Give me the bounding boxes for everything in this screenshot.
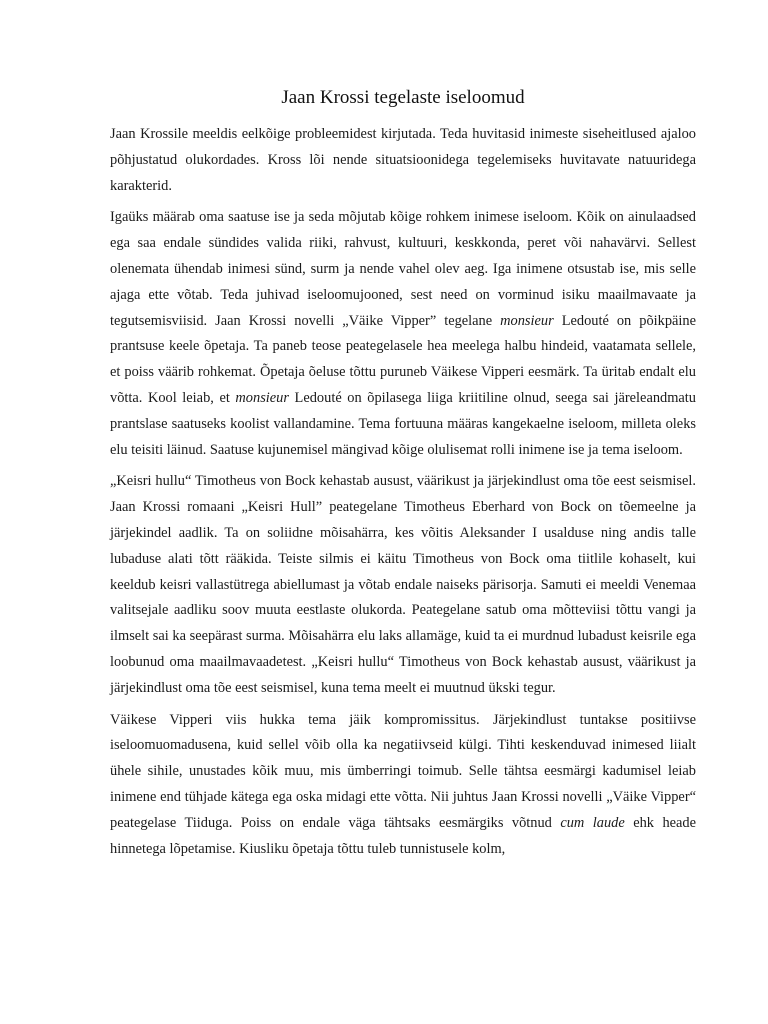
italic-term: monsieur — [500, 312, 554, 329]
paragraph-vipper — [110, 708, 696, 863]
paragraph-text: ehk heade hinnetega lõpetamise. Kiusliku õpetaja tõttu tuleb tunnistusele kolm, — [110, 814, 696, 857]
paragraph-intro — [110, 122, 696, 199]
italic-term: cum laude — [560, 814, 625, 831]
paragraph-text: Väikese Vipperi viis hukka tema jäik kompromissitus. Järjekindlust tuntakse positiivse iseloomuomadusena, kuid sellel võib olla ka negatiivseid külgi. Tihti keskenduvad inimesed liialt ühele sihile, unustades kõik muu, mis ümberringi toimub. Selle tähtsa eesmärgi kadumisel leiab inimene end tühjade kätega ega oska midagi ette võtta. Nii juhtus Jaan Krossi novelli „Väike Vipper“ peategelase Tiiduga. Poiss on endale väga tähtsaks eesmärgiks võtnud — [110, 711, 696, 831]
document-title: Jaan Krossi tegelaste iseloomud — [281, 87, 525, 108]
paragraph-text: „Keisri hullu“ Timotheus von Bock kehastab ausust, väärikust ja järjekindlust oma tõe eest seismisel. Jaan Krossi romaani „Keisri Hull” peategelane Timotheus Eberhard von Bock on tõemeelne ja järjekindel aadlik. Ta on soliidne mõisahärra, kes võitis Aleksander I usalduse ning andis talle lubaduse alati tõtt rääkida. Teiste silmis ei käitu Timotheus von Bock oma tiitlile kohaselt, kui keeldub keisri vallastütrega abiellumast ja võtab endale naiseks pärisorja. Samuti ei meeldi Venemaa valitsejale aadliku soov muuta eestlaste olukorda. Peategelane satub oma mõtteviisi tõttu vangi ja ilmselt sai ka seepärast surma. Mõisahärra elu laks allamäge, kuid ta ei murdnud lubadust keisrile ega loobunud oma maailmavaadetest. „Keisri hullu“ Timotheus von Bock kehastab ausust, väärikust ja järjekindlust oma tõe eest seismisel, kuna tema meelt ei muutnud ükski tegur. — [110, 473, 696, 696]
paragraph-text: Ledouté on põikpäine prantsuse keele õpetaja. Ta paneb teose peategelasele hea meelega halbu hindeid, vaatamata sellele, et poiss väärib rohkemat. Õpetaja õeluse tõttu puruneb Väikese Vipperi eesmärk. Ta üritab endalt elu võtta. Kool leiab, et — [110, 312, 696, 406]
paragraph-von-bock — [110, 469, 696, 701]
paragraph-ledoute — [110, 205, 696, 463]
italic-term: monsieur — [235, 389, 289, 406]
paragraph-text: Jaan Krossile meeldis eelkõige probleemidest kirjutada. Teda huvitasid inimeste siseheitlused ajaloo põhjustatud olukordades. Kross lõi nende situatsioonidega tegelemiseks huvitavate natuuridega karakterid. — [110, 126, 696, 194]
paragraph-text: Ledouté on õpilasega liiga kriitiline olnud, seega sai järeleandmatu prantslase saatuseks koolist vallandamine. Tema fortuuna määras kangekaelne iseloom, milleta oleks elu teisiti läinud. Saatuse kujunemisel mängivad kõige olulisemat rolli inimene ise ja tema iseloom. — [110, 389, 696, 458]
paragraph-text: Igaüks määrab oma saatuse ise ja seda mõjutab kõige rohkem inimese iseloom. Kõik on ainulaadsed ega saa endale sündides valida riiki, rahvust, kultuuri, keskkonda, peret või nahavärvi. Sellest olenemata ühendab inimesi sünd, surm ja nende vahel olev aeg. Iga inimene otsustab ise, mis selle ajaga ette võtab. Teda juhivad iseloomujooned, sest need on vorminud isiku maailmavaate ja tegutsemisviisid. Jaan Krossi novelli „Väike Vipper” tegelane — [110, 209, 696, 329]
document-page — [110, 82, 696, 868]
